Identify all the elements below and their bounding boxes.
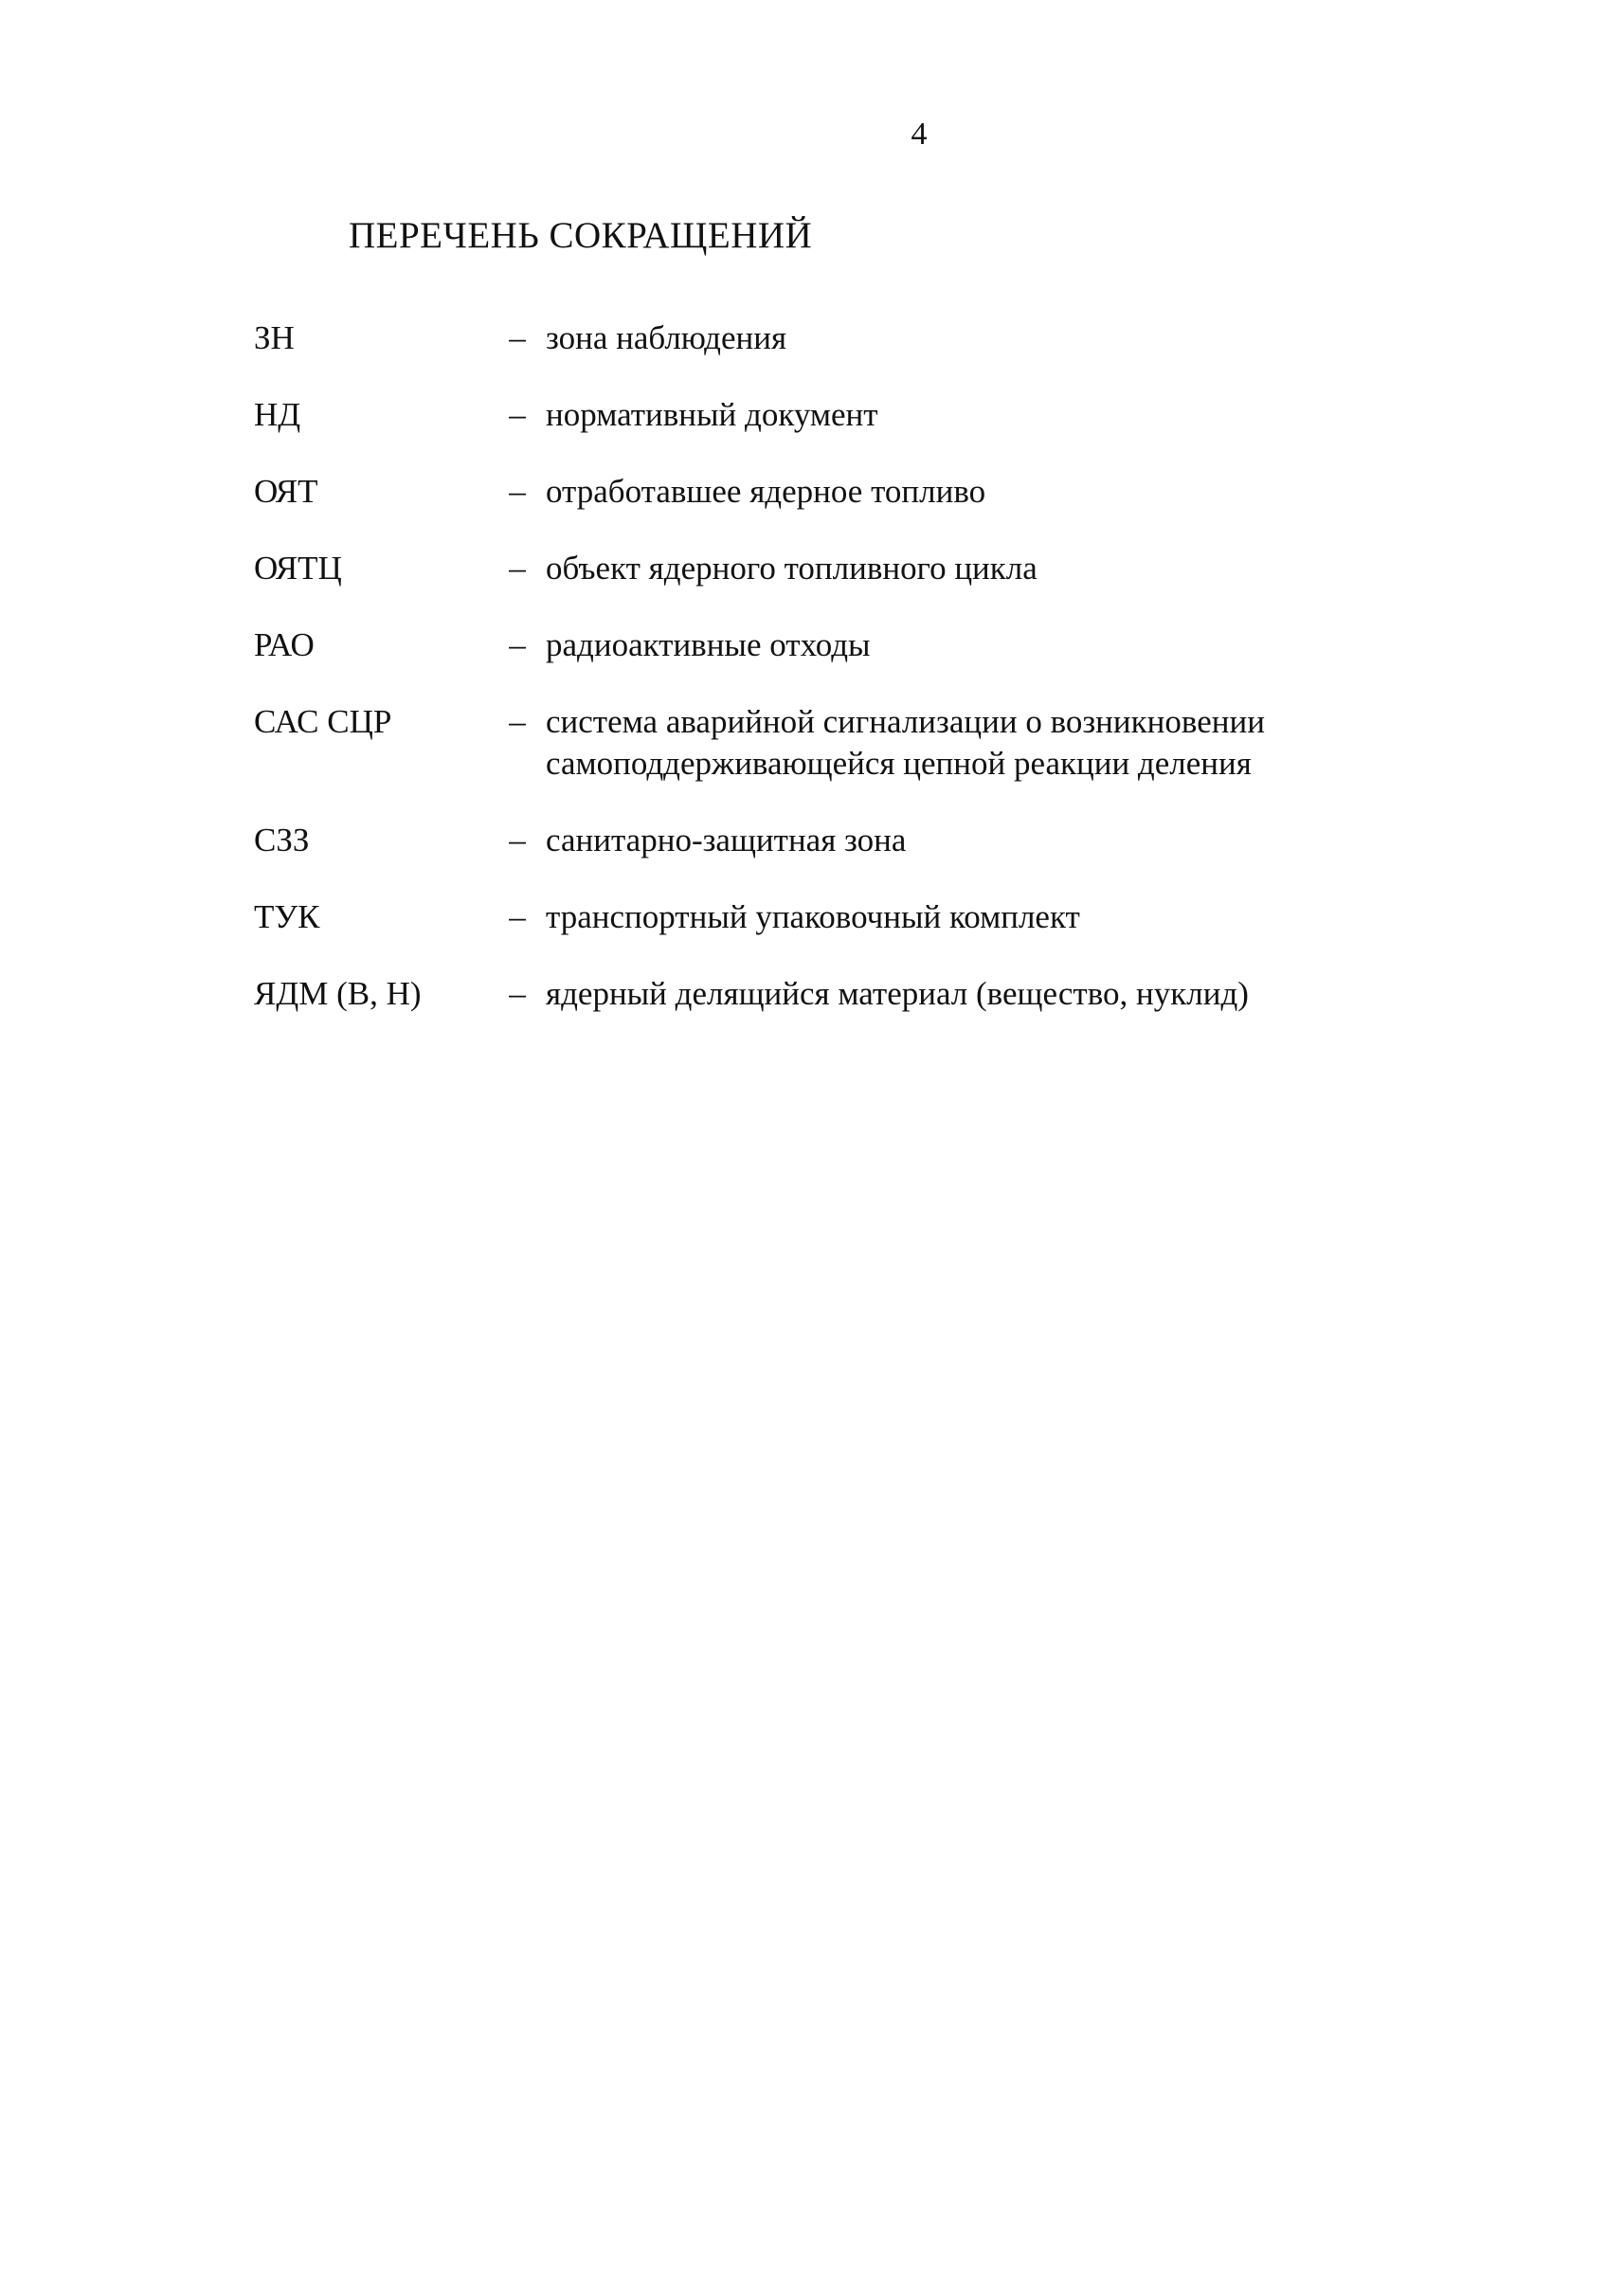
abbreviation-definition: санитарно-защитная зона bbox=[546, 822, 907, 858]
abbreviation-dash: – bbox=[509, 626, 526, 663]
abbreviation-dash: – bbox=[509, 473, 526, 510]
abbreviation-row bbox=[254, 896, 1419, 938]
abbreviation-term: СЗЗ bbox=[254, 822, 310, 858]
abbreviation-row bbox=[254, 820, 1419, 861]
abbreviation-definition: ядерный делящийся материал (вещество, нуклид) bbox=[546, 975, 1249, 1012]
abbreviation-row bbox=[254, 701, 1419, 785]
abbreviation-row bbox=[254, 973, 1419, 1015]
abbreviation-term: ЗН bbox=[254, 319, 295, 356]
page-title: ПЕРЕЧЕНЬ СОКРАЩЕНИЙ bbox=[349, 215, 813, 256]
abbreviation-definition: радиоактивные отходы bbox=[546, 626, 871, 663]
abbreviation-definition: система аварийной сигнализации о возникновении самоподдерживающейся цепной реакции деления bbox=[546, 703, 1265, 782]
abbreviation-term: НД bbox=[254, 396, 301, 433]
abbreviation-definition: отработавшее ядерное топливо bbox=[546, 473, 986, 510]
abbreviation-dash: – bbox=[509, 822, 526, 858]
abbreviation-definition: транспортный упаковочный комплект bbox=[546, 898, 1080, 935]
abbreviation-term: РАО bbox=[254, 626, 315, 663]
abbreviation-list bbox=[254, 317, 1419, 1050]
abbreviation-term: ОЯТЦ bbox=[254, 550, 342, 587]
abbreviation-row bbox=[254, 317, 1419, 359]
abbreviation-row bbox=[254, 471, 1419, 513]
abbreviation-term: ТУК bbox=[254, 898, 320, 935]
abbreviation-term: САС СЦР bbox=[254, 703, 392, 740]
page-number: 4 bbox=[911, 117, 928, 152]
abbreviation-row bbox=[254, 394, 1419, 436]
abbreviation-definition: зона наблюдения bbox=[546, 319, 787, 356]
abbreviation-term: ЯДМ (В, Н) bbox=[254, 975, 422, 1012]
abbreviation-dash: – bbox=[509, 319, 526, 356]
abbreviation-row bbox=[254, 624, 1419, 666]
abbreviation-dash: – bbox=[509, 396, 526, 433]
abbreviation-dash: – bbox=[509, 975, 526, 1012]
abbreviation-definition: объект ядерного топливного цикла bbox=[546, 550, 1038, 587]
abbreviation-dash: – bbox=[509, 703, 526, 740]
abbreviation-definition: нормативный документ bbox=[546, 396, 878, 433]
abbreviation-row bbox=[254, 548, 1419, 589]
abbreviation-dash: – bbox=[509, 550, 526, 587]
abbreviation-dash: – bbox=[509, 898, 526, 935]
abbreviation-term: ОЯТ bbox=[254, 473, 318, 510]
